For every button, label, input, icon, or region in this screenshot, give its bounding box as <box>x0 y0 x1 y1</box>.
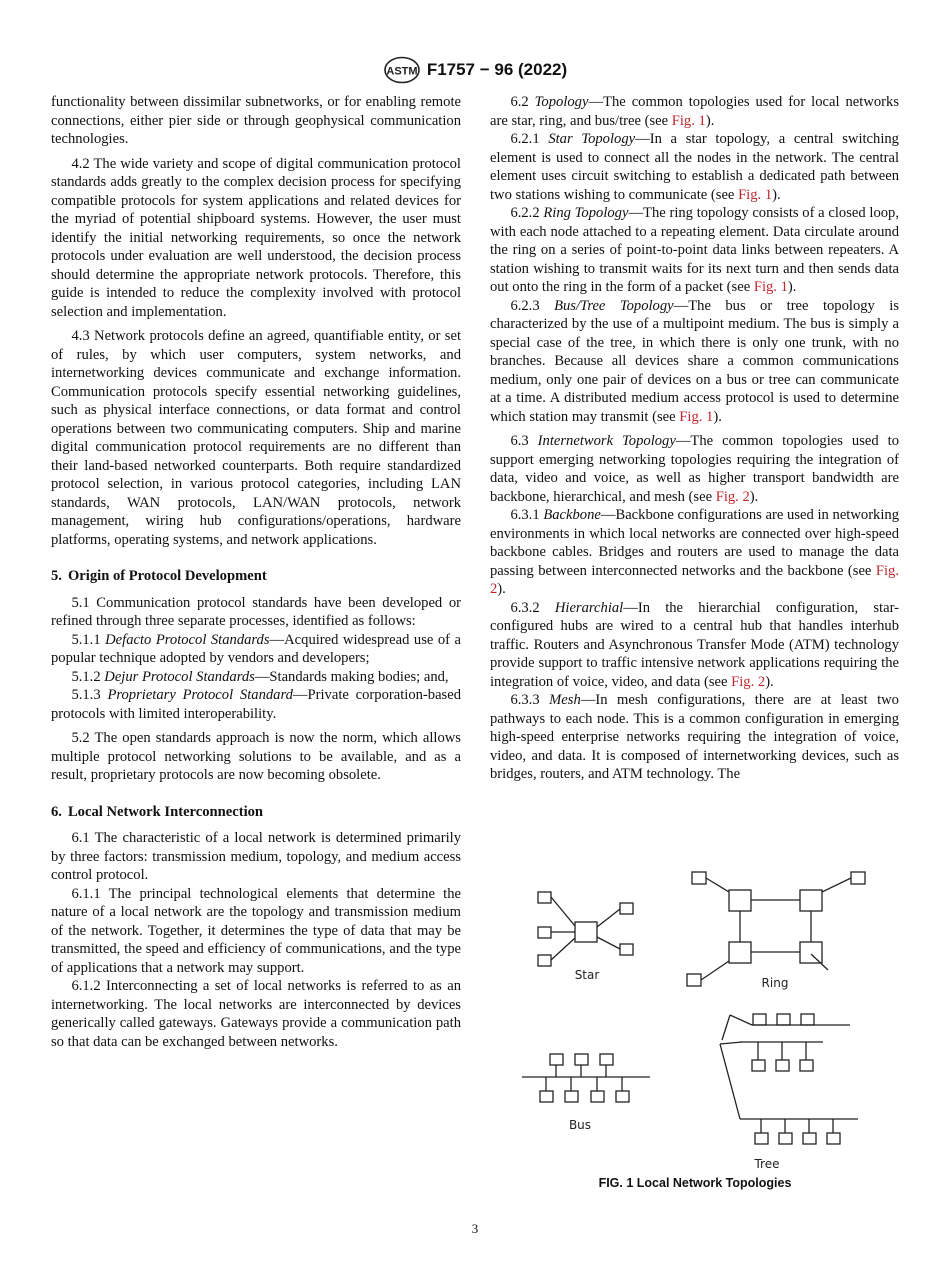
label-ring: Ring <box>761 976 789 990</box>
paragraph-6-3: 6.3 Internetwork Topology—The common topologies used to support emerging networking topologies requiring the integration of data, video and voice, as well as higher transport bandwidth are backbone, hierarchical, and mesh (see Fig. 2). <box>490 433 899 505</box>
section-heading-6: 6. Local Network Interconnection <box>51 803 264 820</box>
svg-text:ASTM: ASTM <box>386 65 418 78</box>
bus-topology <box>522 1054 650 1102</box>
section-heading-5: 5. Origin of Protocol Development <box>51 568 267 584</box>
fig-1-link[interactable]: Fig. 1 <box>679 408 714 425</box>
paragraph-4-2: 4.2 The wide variety and scope of digital communication protocol standards adds greatly to the complex decision process for specifying compatible protocols for system applications and related devices for the myriad of potential shipboard systems. However, the user must identify the initial networking requirements, so once the network protocols under evaluation are well understood, the decision process should determine the appropriate network protocols. Therefore, this guide is intended to reduce the complexity involved with protocol selection and implementation. <box>51 155 461 320</box>
paragraph-5-1-2: 5.1.2 Dejur Protocol Standards—Standards making bodies; and, <box>71 668 449 685</box>
astm-logo-icon <box>383 56 421 84</box>
paragraph-5-1-1: 5.1.1 Defacto Protocol Standards—Acquired widespread use of a popular technique adopted by vendors and developers; <box>51 631 461 666</box>
fig-2-link[interactable]: Fig. 2 <box>715 488 750 505</box>
paragraph-6-2-3: 6.2.3 Bus/Tree Topology—The bus or tree topology is characterized by the use of a multipoint medium. The bus is simply a special case of the tree, in which there is only one trunk, with no branches. Because all devices share a common communications medium, only one pair of devices on a bus or tree can communicate at a time. A distributed medium access protocol is used to determine which station may transmit (see Fig. 1). <box>490 297 899 425</box>
paragraph-4-3: 4.3 Network protocols define an agreed, quantifiable entity, or set of rules, by which user computers, system networks, and internetworking devices communicate and exchange information. Communication protocols specify essential networking guidelines, such as physical interface connections, or data format and control operations between two communicating computers. Ship and marine digital communication protocol requirements are no different than their land-based networked counterparts. Both require standardized protocol selection, in various protocol categories, including LAN standards, WAN protocols, LAN/WAN protocols, network management, wiring hub configurations/operations, hardware platforms, operating systems, and network applications. <box>51 328 461 548</box>
paragraph-5-1-3: 5.1.3 Proprietary Protocol Standard—Private corporation-based protocols with limited interoperability. <box>51 687 462 722</box>
paragraph-5-2: 5.2 The open standards approach is now the norm, which allows multiple protocol networking solutions to be available, and as a result, proprietary protocols are now becoming obsolete. <box>51 730 461 783</box>
fig-2-link[interactable]: Fig. 2 <box>490 562 899 597</box>
fig-1-link[interactable]: Fig. 1 <box>738 186 773 203</box>
paragraph-6-3-3: 6.3.3 Mesh—In mesh configurations, there are at least two pathways to each node. This is a common configuration in emerging high-speed enterprise networks requiring the integration of voice, video, and data. It is composed of internetworking devices, such as bridges, routers, and ATM technology. The <box>490 692 899 782</box>
topology-diagram <box>490 862 900 1172</box>
paragraph-6-2: 6.2 Topology—The common topologies used for local networks are star, ring, and bus/tree (see Fig. 1). <box>490 94 899 129</box>
page-number: 3 <box>471 1221 479 1236</box>
paragraph-6-3-2: 6.3.2 Hierarchial—In the hierarchial configuration, star-configured hubs are wired to a central hub that handles interhub traffic. Routers and Asynchronous Transfer Mode (ATM) technology provide support to traffic intensive network applications requiring the integration of voice, video, and data (see Fig. 2). <box>490 599 900 690</box>
right-column <box>490 93 899 784</box>
star-topology <box>538 892 633 966</box>
paragraph-6-1: 6.1 The characteristic of a local network is determined primarily by three factors: transmission medium, topology, and medium access control protocol. <box>51 830 461 883</box>
paragraph-6-1-2: 6.1.2 Interconnecting a set of local networks is referred to as an internetworking. The local networks are interconnected by devices generically called gateways. Gateways provide a communication path so that data can be exchanged between networks. <box>51 978 461 1050</box>
label-star: Star <box>574 968 600 982</box>
figure-caption: FIG. 1 Local Network Topologies <box>598 1176 792 1190</box>
fig-2-link[interactable]: Fig. 2 <box>731 673 766 690</box>
paragraph-6-2-2: 6.2.2 Ring Topology—The ring topology consists of a closed loop, with each node attached to a repeating element. Data circulate around the ring on a series of point-to-point data links between repeaters. A station wishing to transmit waits for its next turn and then sends data out onto the ring in the form of a packet (see Fig. 1). <box>490 205 899 295</box>
label-tree: Tree <box>754 1157 780 1171</box>
page-header <box>0 56 950 84</box>
figure-1 <box>490 862 900 1202</box>
ring-topology <box>687 872 865 986</box>
paragraph-continuation: functionality between dissimilar subnetworks, or for enabling remote connections, either pier side or through geophysical communication technologies. <box>51 94 461 147</box>
paragraph-6-3-1: 6.3.1 Backbone—Backbone configurations are used in networking environments in which local networks are connected over high-speed backbone cables. Bridges and routers are used to manage the data passing between interconnected networks and the backbone (see Fig. 2). <box>490 507 899 597</box>
paragraph-6-2-1: 6.2.1 Star Topology—In a star topology, a central switching element is used to connect all the nodes in the network. The central element uses circuit switching to establish a dedicated path between two stations wishing to communicate (see Fig. 1). <box>490 131 899 203</box>
label-bus: Bus <box>568 1118 592 1132</box>
left-column <box>51 93 461 1051</box>
fig-1-link[interactable]: Fig. 1 <box>671 112 706 129</box>
paragraph-6-1-1: 6.1.1 The principal technological elements that determine the nature of a local network are the topology and transmission medium of the network. Together, it determines the type of data that may be transmitted, the speed and efficiency of communications, and the type of applications that a network may support. <box>51 885 461 976</box>
fig-1-link[interactable]: Fig. 1 <box>753 279 788 295</box>
tree-topology <box>720 1014 858 1144</box>
paragraph-5-1: 5.1 Communication protocol standards have been developed or refined through three separate processes, identified as follows: <box>51 594 461 629</box>
document-id: F1757 − 96 (2022) <box>426 60 568 79</box>
